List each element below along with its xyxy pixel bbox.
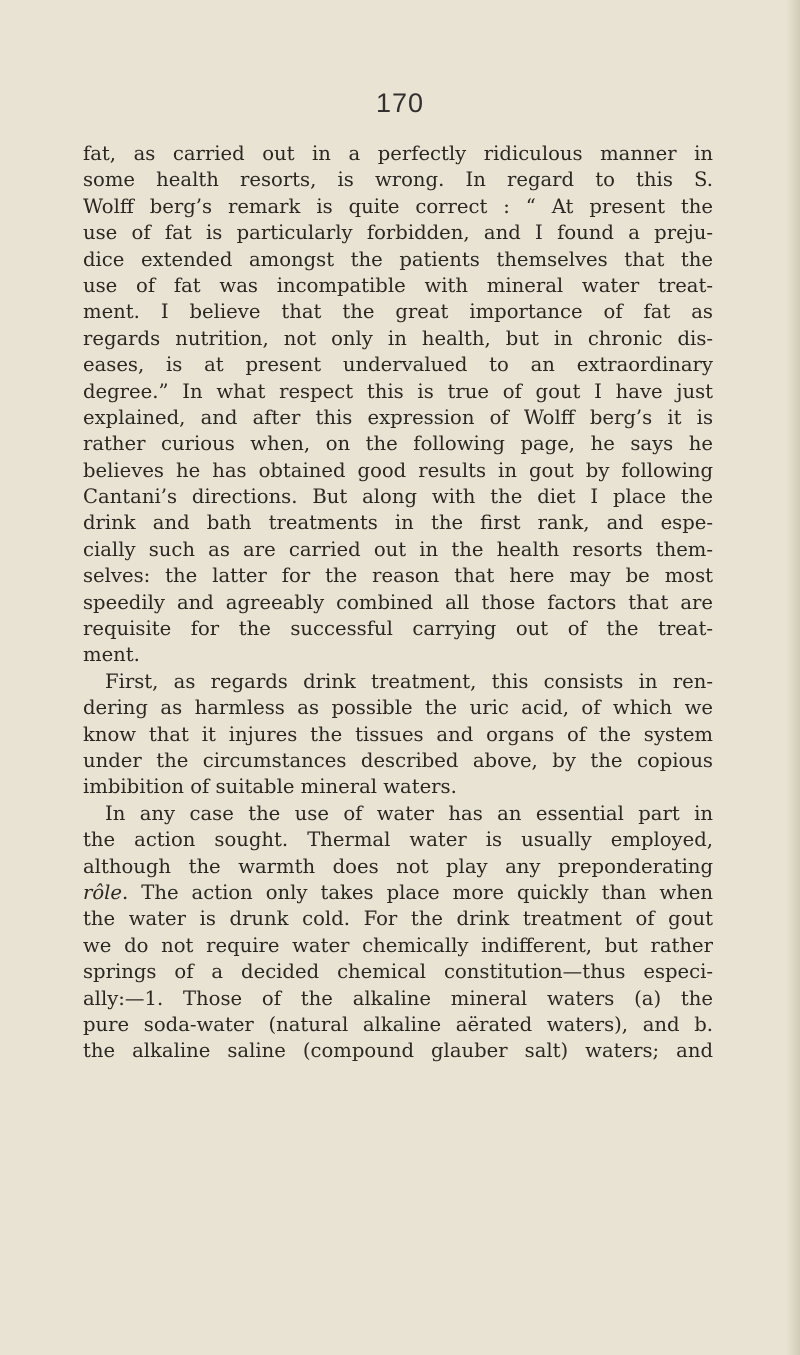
- body-text: [83, 141, 713, 1065]
- text-line: under the circumstances described above, by the copious: [83, 748, 713, 772]
- text-line: the water is drunk cold. For the drink treatment of gout: [83, 907, 713, 931]
- text-line: dice extended amongst the patients themselves that the: [83, 247, 713, 271]
- text-line: ally:—1. Those of the alkaline mineral waters (a) the: [83, 986, 713, 1010]
- text-line: we do not require water chemically indifferent, but rather: [83, 933, 713, 957]
- text-line: In any case the use of water has an essential part in: [105, 801, 713, 825]
- text-line: some health resorts, is wrong. In regard to this S.: [83, 168, 713, 192]
- text-line: selves: the latter for the reason that here may be most: [83, 564, 713, 588]
- text-line: use of fat was incompatible with mineral water treat-: [83, 273, 713, 297]
- text-line: ment.: [83, 643, 140, 667]
- text-line: believes he has obtained good results in gout by following: [83, 458, 713, 482]
- text-line: First, as regards drink treatment, this consists in ren-: [105, 669, 713, 693]
- text-line: use of fat is particularly forbidden, and I found a preju-: [83, 221, 713, 245]
- text-line: explained, and after this expression of Wolff berg’s it is: [83, 405, 713, 429]
- text-line: rôle. The action only takes place more quickly than when: [83, 880, 713, 904]
- text-line: imbibition of suitable mineral waters.: [83, 775, 457, 799]
- text-line: pure soda-water (natural alkaline aërated waters), and b.: [83, 1012, 713, 1036]
- text-line: the action sought. Thermal water is usually employed,: [83, 828, 713, 852]
- text-line: requisite for the successful carrying out of the treat-: [83, 617, 713, 641]
- page-edge-shadow: [786, 0, 800, 1355]
- page-number: 170: [375, 88, 425, 118]
- text-line: dering as harmless as possible the uric acid, of which we: [83, 696, 713, 720]
- text-line: cially such as are carried out in the health resorts them-: [83, 537, 713, 561]
- text-line: speedily and agreeably combined all those factors that are: [83, 590, 713, 614]
- text-line: eases, is at present undervalued to an extraordinary: [83, 353, 713, 377]
- text-line: regards nutrition, not only in health, but in chronic dis-: [83, 326, 713, 350]
- text-line: rather curious when, on the following page, he says he: [83, 432, 713, 456]
- text-line: fat, as carried out in a perfectly ridiculous manner in: [83, 142, 713, 165]
- text-line: the alkaline saline (compound glauber salt) waters; and: [83, 1039, 713, 1063]
- text-line: although the warmth does not play any preponderating: [83, 854, 713, 878]
- text-line: springs of a decided chemical constitution—thus especi-: [83, 960, 713, 984]
- text-line: drink and bath treatments in the first rank, and espe-: [83, 511, 713, 535]
- text-line: Cantani’s directions. But along with the diet I place the: [83, 485, 713, 509]
- text-line: degree.” In what respect this is true of gout I have just: [83, 379, 713, 403]
- text-line: Wolff berg’s remark is quite correct : “ At present the: [83, 194, 713, 218]
- text-line: know that it injures the tissues and organs of the system: [83, 722, 713, 746]
- text-line: ment. I believe that the great importance of fat as: [83, 300, 713, 324]
